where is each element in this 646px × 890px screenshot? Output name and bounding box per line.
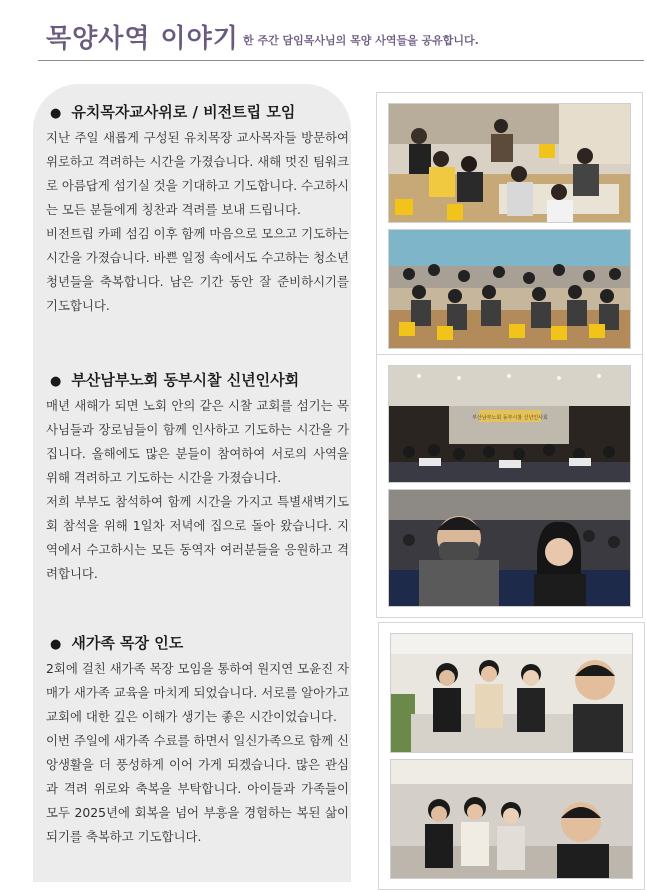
- header-divider: [38, 60, 644, 61]
- photo-vision-trip-prayer: [388, 229, 631, 349]
- section-paragraph: 이번 주일에 새가족 수료를 하면서 일신가족으로 함께 신앙생활을 더 풍성하게 이어 가게 되겠습니다. 많은 관심과 격려 위로와 축복을 부탁합니다. 아이들과 가족들이 모두 2025년에 회복을 넘어 부흥을 경험하는 복된 삶이 되기를 축복하고 기도합니다.: [46, 733, 349, 844]
- section-paragraph: 비전트립 카페 섬김 이후 함께 마음으로 모으고 기도하는 시간을 가졌습니다. 바쁜 일정 속에서도 수고하는 청소년 청년들을 축복합니다. 남은 기간 동안 잘 준비하시기를 기도합니다.: [46, 226, 349, 313]
- section-heading: [50, 101, 349, 122]
- bullet-icon: ●: [50, 637, 62, 652]
- section-heading-text: 부산남부노회 동부시찰 신년인사회: [71, 371, 300, 389]
- section-heading-text: 새가족 목장 인도: [71, 634, 184, 652]
- section-heading: [50, 369, 349, 390]
- photo-frame-2: [376, 354, 643, 618]
- section-heading-text: 유치목자교사위로 / 비전트립 모임: [71, 103, 296, 121]
- page-title: 목양사역 이야기: [46, 24, 239, 54]
- photo-teachers-meeting: [388, 103, 631, 223]
- photo-frame-3: [378, 622, 645, 890]
- page-subtitle: 한 주간 담임목사님의 목양 사역들을 공유합니다.: [243, 34, 479, 47]
- section-teacher-encouragement: [46, 101, 349, 318]
- bullet-icon: ●: [50, 374, 62, 389]
- photo-new-family-group-2: [390, 759, 633, 879]
- photo-new-year-hall: [388, 365, 631, 483]
- section-heading: [50, 632, 349, 653]
- photo-couple-selfie: [388, 489, 631, 607]
- section-paragraph: 2회에 걸친 새가족 목장 모임을 통하여 원지연 모윤진 자매가 새가족 교육을 마치게 되었습니다. 서로를 알아가고 교회에 대한 깊은 이해가 생기는 좋은 시간이었습니다.: [46, 661, 349, 724]
- section-paragraph: 지난 주일 새롭게 구성된 유치목장 교사목자들 방문하여 위로하고 격려하는 시간을 가졌습니다. 새해 멋진 팀워크로 아름답게 섬기실 것을 기대하고 기도합니다. 수고하시는 모든 분들에게 칭찬과 격려를 보내 드립니다.: [46, 130, 349, 217]
- bullet-icon: ●: [50, 106, 62, 121]
- section-paragraph: 매년 새해가 되면 노회 안의 같은 시찰 교회를 섬기는 목사님들과 장로님들이 함께 인사하고 기도하는 시간을 가집니다. 올해에도 많은 분들이 참여하여 서로의 사역을 위해 격려하고 기도하는 시간을 가졌습니다.: [46, 398, 349, 485]
- photo-frame-1: [376, 92, 643, 360]
- page-header: [0, 0, 646, 62]
- photo-new-family-group-1: [390, 633, 633, 753]
- banner-text: 부산남부노회 동부시찰 신년인사회: [472, 415, 548, 421]
- section-paragraph: 저희 부부도 참석하여 함께 시간을 가지고 특별새벽기도회 참석을 위해 1일차 저녁에 집으로 돌아 왔습니다. 지역에서 수고하시는 모든 동역자 여러분들을 응원하고 격려합니다.: [46, 494, 349, 581]
- section-new-family-group: [46, 632, 349, 849]
- section-new-year-greeting: [46, 369, 349, 586]
